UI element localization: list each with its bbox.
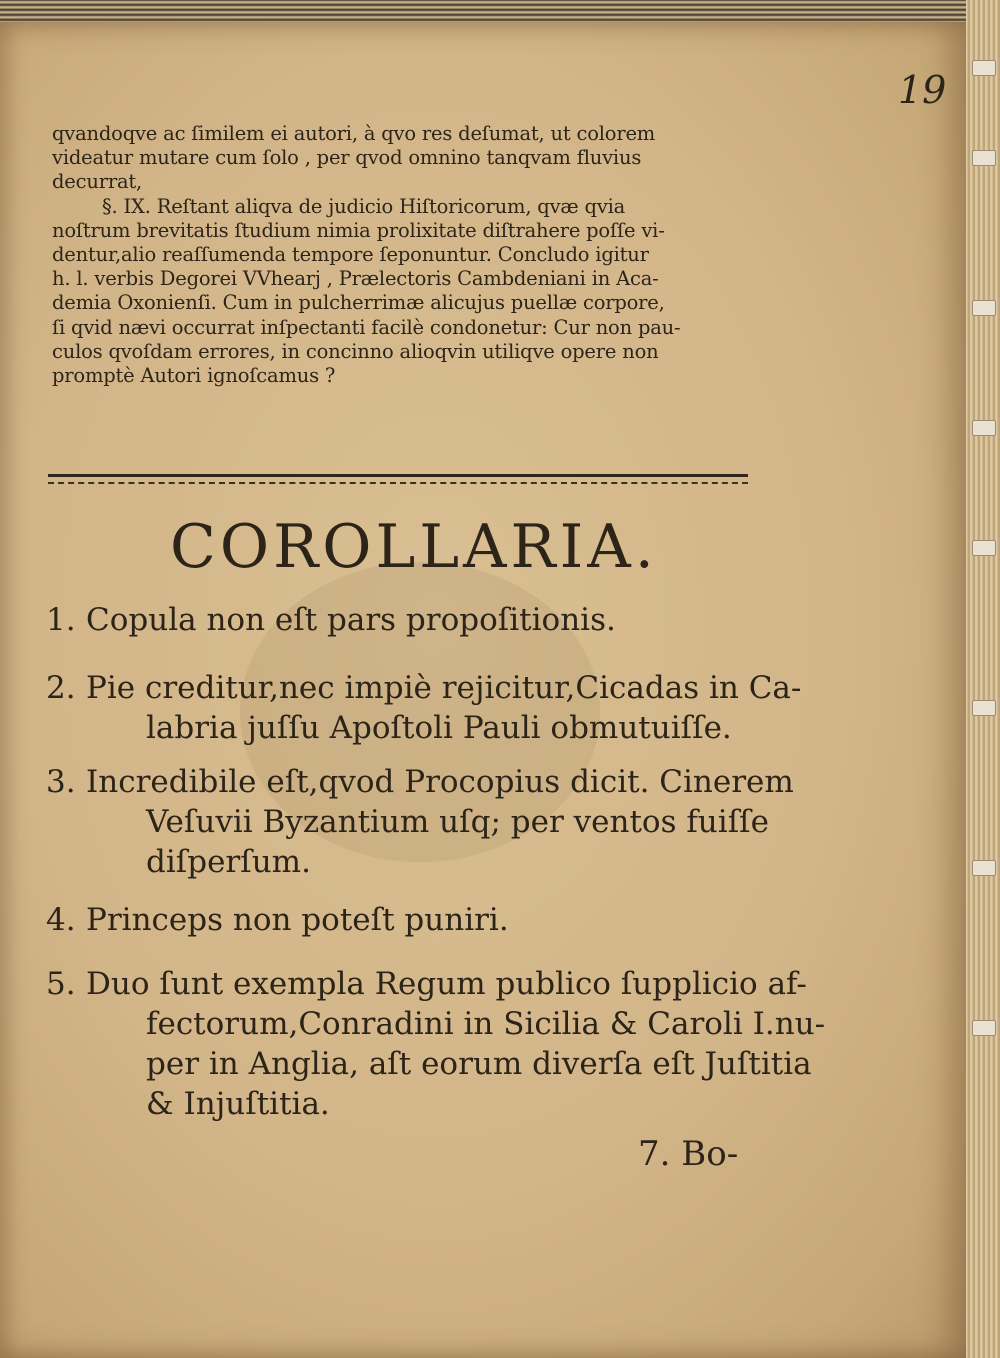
paragraph-line: noſtrum brevitatis ſtudium nimia prolixitate diſtrahere poſſe vi- <box>52 218 665 242</box>
corollary-line: Copula non eſt pars propoſitionis. <box>86 602 616 638</box>
index-tab <box>972 150 996 166</box>
corollary-number: 2. <box>46 670 76 706</box>
heading-corollaria: COROLLARIA. <box>170 512 658 582</box>
corollary-line: fectorum,Conradini in Sicilia & Caroli I.nu- <box>146 1006 826 1042</box>
paragraph-line: dentur,alio reaſſumenda tempore ſeponuntur. Concludo igitur <box>52 243 649 267</box>
paragraph-ix <box>52 122 752 388</box>
paragraph-line: h. l. verbis Degorei VVhearj , Prælectoris Cambdeniani in Aca- <box>52 267 659 291</box>
catchword: 7. Bo- <box>638 1134 739 1174</box>
corollary-number: 1. <box>46 602 76 638</box>
index-tab <box>972 60 996 76</box>
page-side-edges <box>966 0 1000 1358</box>
divider-rule <box>48 474 748 484</box>
corollary-line: Veſuvii Byzantium uſq; per ventos fuiſſe <box>146 804 769 840</box>
index-tab <box>972 300 996 316</box>
corollary-text <box>86 964 825 1124</box>
corollary-text <box>86 900 509 940</box>
corollary-text <box>86 762 794 882</box>
paragraph-line: ſi qvid nævi occurrat inſpectanti facilè condonetur: Cur non pau- <box>52 315 681 339</box>
corollary-line: Pie creditur,nec impiè rejicitur,Cicadas in Ca- <box>86 670 802 706</box>
corollary-line: labria juſſu Apoſtoli Pauli obmutuiſſe. <box>146 710 732 746</box>
page-number: 19 <box>898 68 947 112</box>
corollary-text <box>86 668 801 748</box>
paragraph-line: promptè Autori ignoſcamus ? <box>52 364 336 388</box>
corollary-line: Incredibile eſt,qvod Procopius dicit. Cinerem <box>86 764 794 800</box>
paragraph-line: decurrat, <box>52 170 143 194</box>
corollary-line: per in Anglia, aſt eorum diverſa eſt Juſtitia <box>146 1046 812 1082</box>
index-tab <box>972 420 996 436</box>
corollary-text <box>86 600 616 640</box>
paragraph-line: qvandoqve ac ſimilem ei autori, à qvo res deſumat, ut colorem <box>52 122 656 145</box>
paragraph-line: §. IX. Reſtant aliqva de judicio Hiſtoricorum, qvæ qvia <box>102 194 626 218</box>
paragraph-line: culos qvoſdam errores, in concinno alioqvin utiliqve opere non <box>52 339 659 363</box>
corollary-number: 5. <box>46 966 76 1002</box>
index-tab <box>972 700 996 716</box>
index-tab <box>972 1020 996 1036</box>
paragraph-line: demia Oxonienſi. Cum in pulcherrimæ alicujus puellæ corpore, <box>52 291 665 315</box>
corollary-line: Duo ſunt exempla Regum publico ſupplicio af- <box>86 966 807 1002</box>
paragraph-line: videatur mutare cum ſolo , per qvod omnino tanqvam fluvius <box>52 146 642 170</box>
corollary-number: 3. <box>46 764 76 800</box>
corollary-line: diſperſum. <box>146 844 311 880</box>
corollary-line: & Injuſtitia. <box>146 1086 330 1122</box>
corollary-number: 4. <box>46 902 76 938</box>
index-tab <box>972 540 996 556</box>
index-tab <box>972 860 996 876</box>
corollary-line: Princeps non poteſt puniri. <box>86 902 509 938</box>
book-page <box>0 22 968 1358</box>
page-top-edges <box>0 0 1000 24</box>
